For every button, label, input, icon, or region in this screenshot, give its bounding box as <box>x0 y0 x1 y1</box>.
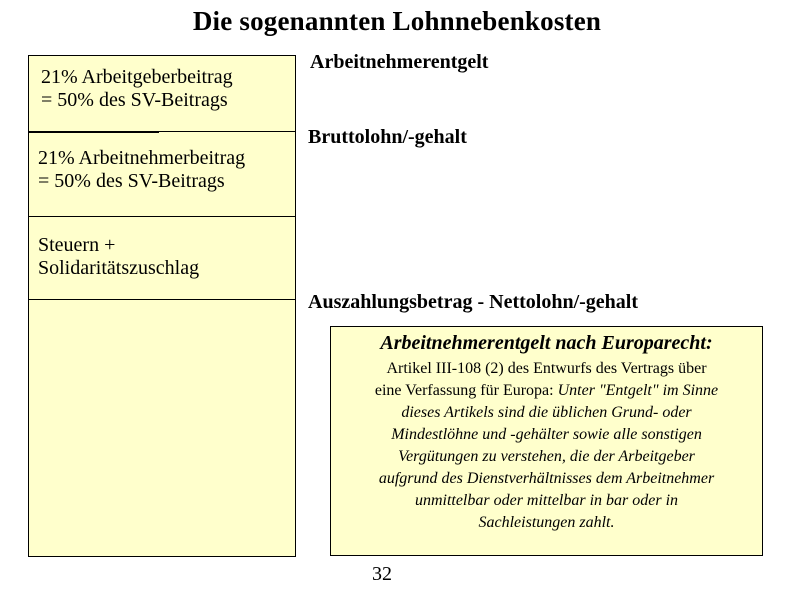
employer-contribution-segment <box>29 56 295 132</box>
definition-line: aufgrund des Dienstverhältnisses dem Arbeitnehmer <box>378 470 715 487</box>
employee-contribution-segment <box>29 132 295 216</box>
definition-line: dieses Artikels sind die üblichen Grund- oder <box>401 404 692 421</box>
label-auszahlungsbetrag: Auszahlungsbetrag - Nettolohn/-gehalt <box>308 291 639 313</box>
employee-contribution-line1: 21% Arbeitnehmerbeitrag <box>38 147 246 169</box>
page-number: 32 <box>372 563 392 585</box>
taxes-line1: Steuern + <box>38 234 116 256</box>
definition-line-plain: eine Verfassung für Europa: <box>374 382 558 399</box>
employer-contribution-line1: 21% Arbeitgeberbeitrag <box>41 66 233 88</box>
label-arbeitnehmerentgelt: Arbeitnehmerentgelt <box>310 51 489 73</box>
definition-line <box>331 380 762 402</box>
definition-line: Mindestlöhne und -gehälter sowie alle sonstigen <box>391 426 702 443</box>
definition-line: Sachleistungen zahlt. <box>478 514 615 531</box>
slide-title: Die sogenannten Lohnnebenkosten <box>192 6 602 36</box>
definition-line: Vergütungen zu verstehen, die der Arbeitgeber <box>398 448 695 465</box>
definition-line: unmittelbar oder mittelbar in bar oder in <box>414 492 679 509</box>
definition-title: Arbeitnehmerentgelt nach Europarecht: <box>380 332 713 354</box>
employee-contribution-line2: = 50% des SV-Beitrags <box>38 170 225 192</box>
cost-breakdown-column <box>28 55 296 557</box>
definition-line: Artikel III-108 (2) des Entwurfs des Vertrags über <box>386 360 707 377</box>
taxes-line2: Solidaritätszuschlag <box>38 257 200 279</box>
europe-law-definition-box <box>330 326 763 556</box>
definition-text <box>331 358 762 534</box>
taxes-segment <box>29 216 295 300</box>
employer-contribution-line2: = 50% des SV-Beitrags <box>41 89 228 111</box>
definition-line-italic: Unter "Entgelt" im Sinne <box>557 382 719 399</box>
label-bruttolohn: Bruttolohn/-gehalt <box>308 126 467 148</box>
